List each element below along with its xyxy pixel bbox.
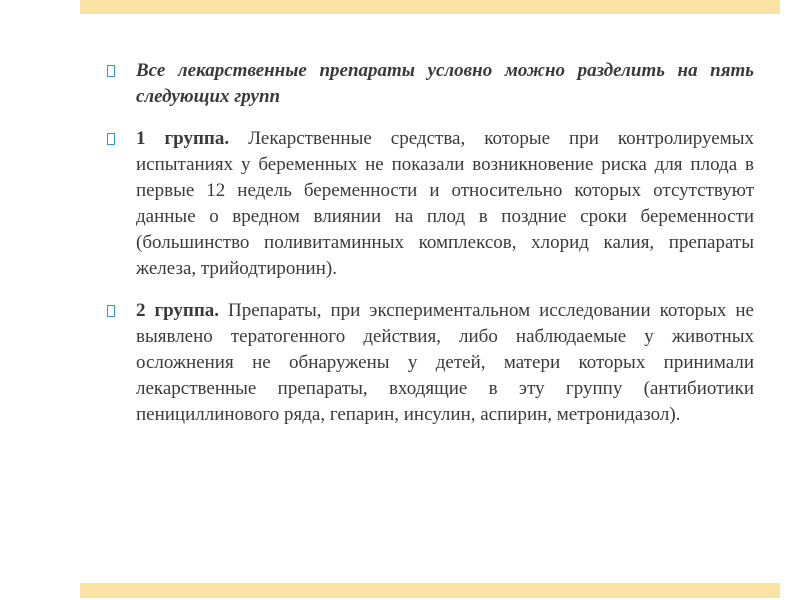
- slide-content: [106, 58, 754, 444]
- group-1-label: 1 группа.: [136, 128, 249, 149]
- square-bullet-icon: [107, 65, 115, 77]
- intro-heading-item: [106, 58, 754, 110]
- group-1-description: Лекарственные средства, которые при контролируемых испытаниях у беременных не показали возникновение риска для плода в первые 12 недель беременности и относительно которых отсутствуют данные о вредном влиянии на плод в поздние сроки беременности (большинство поливитаминных комплексов, хлорид калия, препараты железа, трийодтиронин).: [136, 128, 755, 279]
- square-bullet-icon: [107, 305, 115, 317]
- intro-heading-text: Все лекарственные препараты условно можно разделить на пять следующих групп: [136, 60, 754, 107]
- group-1-item: [106, 126, 754, 282]
- group-2-description: Препараты, при экспериментальном исследовании которых не выявлено тератогенного действия, либо наблюдаемые у животных осложнения не обнаружены у детей, матери которых принимали лекарственные препараты, входящие в эту группу (антибиотики пенициллинового ряда, гепарин, инсулин, аспирин, метронидазол).: [136, 300, 754, 425]
- group-2-item: [106, 298, 754, 428]
- square-bullet-icon: [107, 133, 115, 145]
- group-2-label: 2 группа.: [136, 300, 229, 321]
- top-decorative-band: [80, 0, 780, 14]
- bottom-decorative-band: [80, 583, 780, 598]
